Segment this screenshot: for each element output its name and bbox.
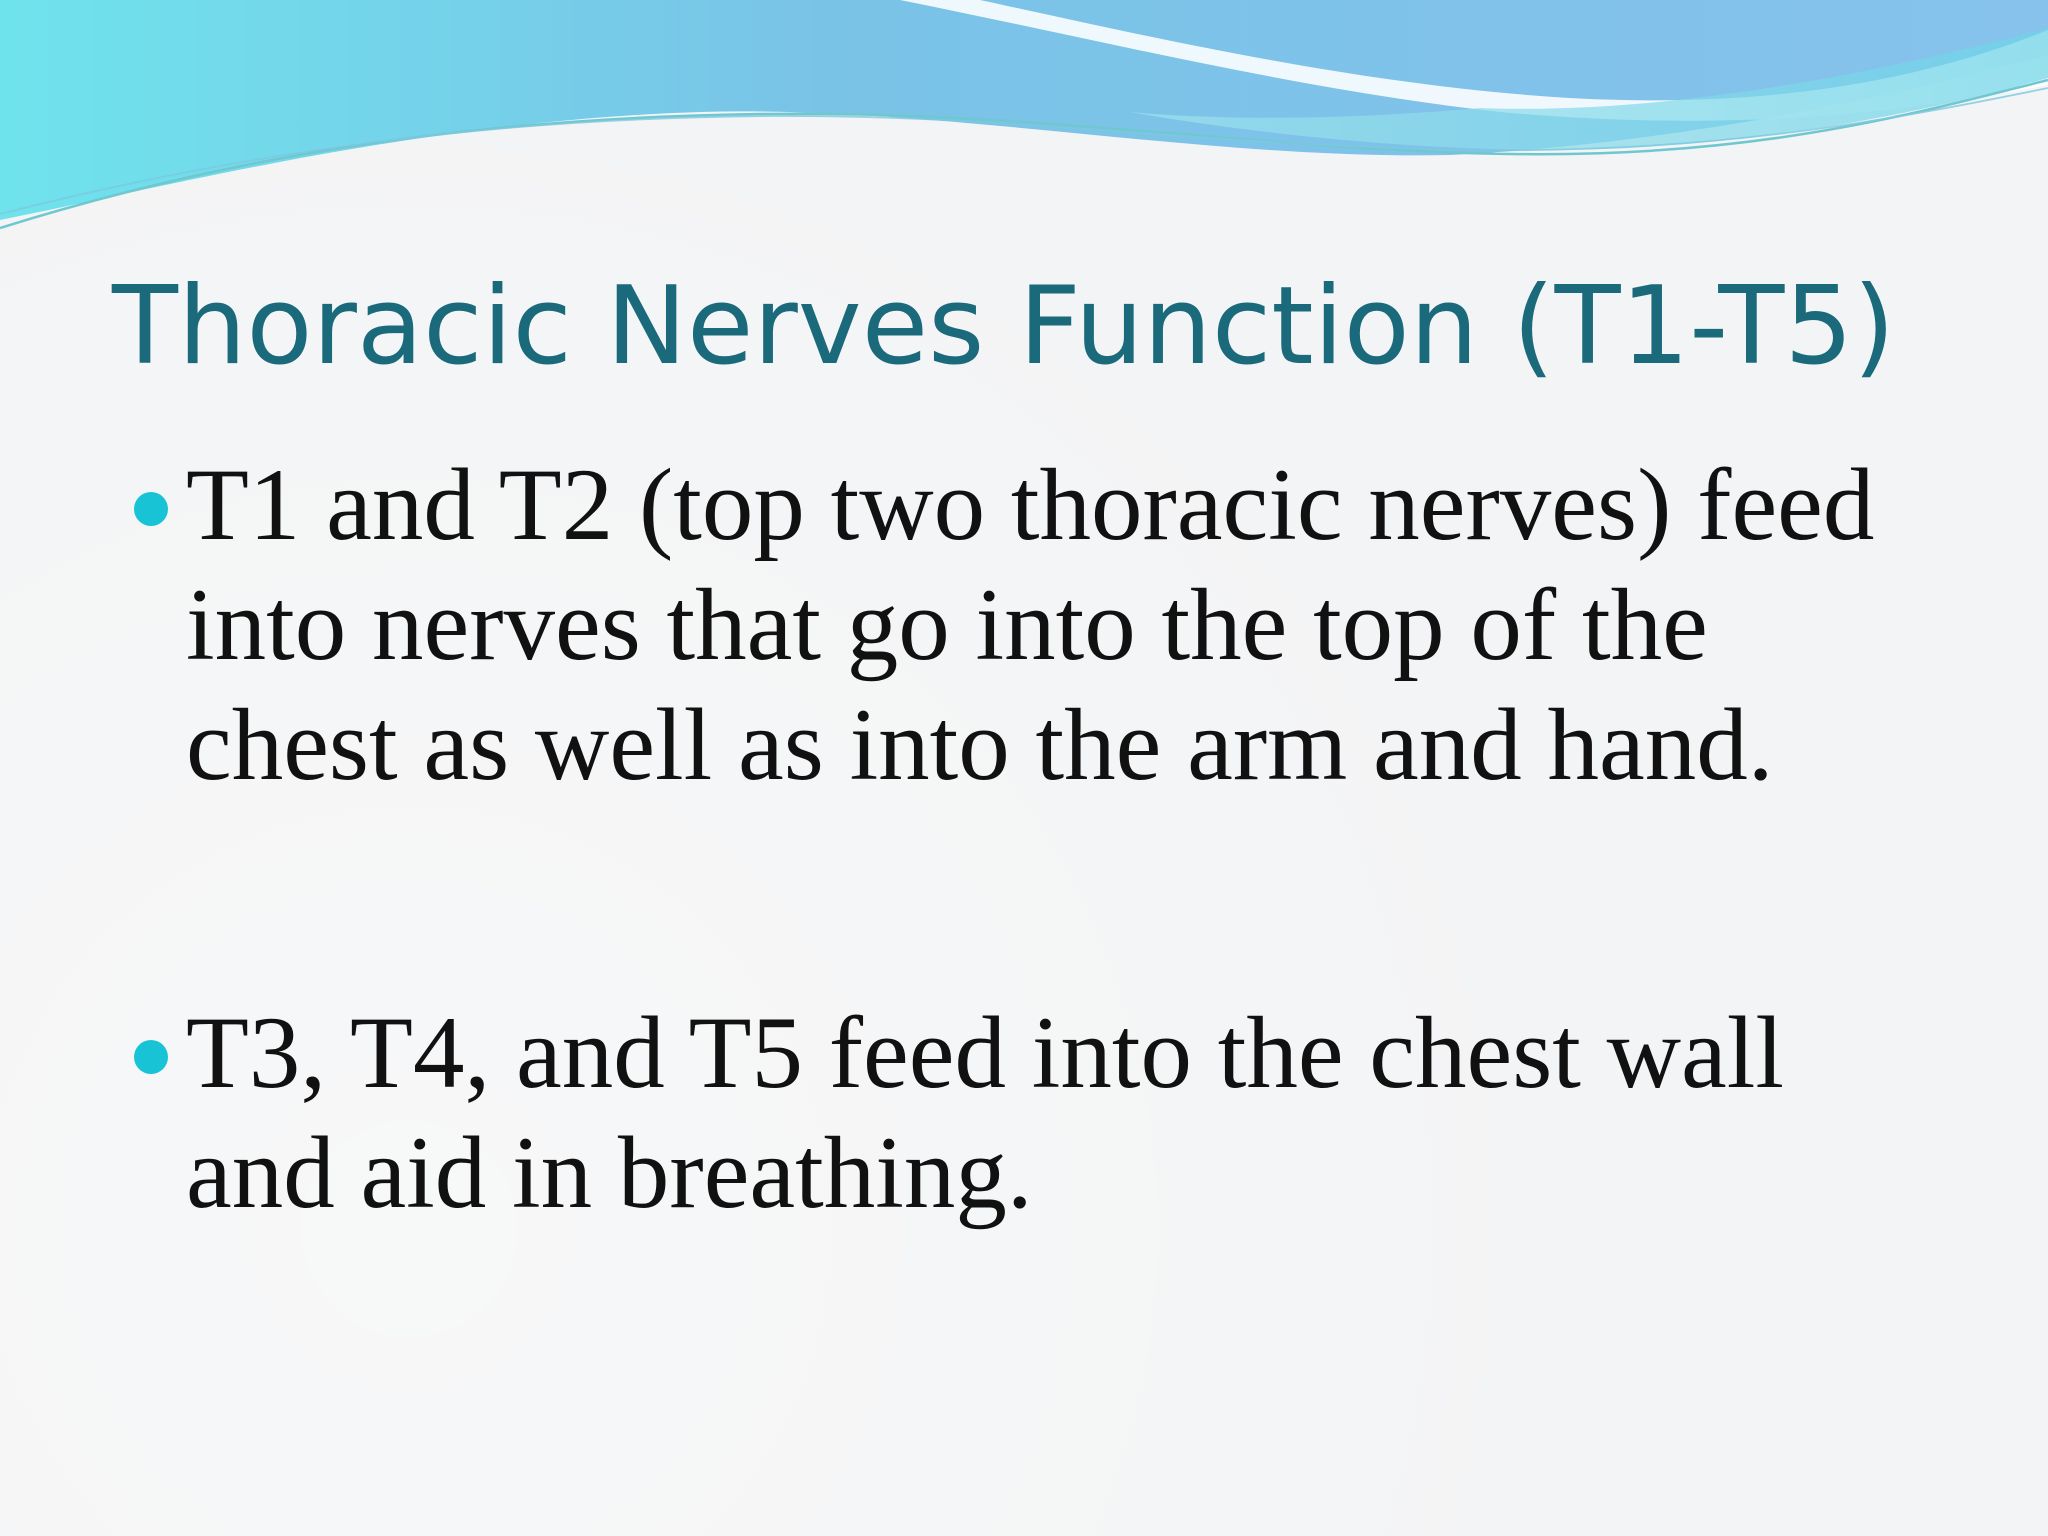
header-wave-decoration	[0, 0, 2048, 260]
bullet-text: T1 and T2 (top two thoracic nerves) feed into nerves that go into the top of the chest as well as into the arm and hand.	[186, 448, 1875, 802]
bullet-dot-icon	[134, 492, 168, 526]
bullet-item	[130, 993, 1930, 1233]
bullet-dot-icon	[134, 1040, 168, 1074]
bullet-text: T3, T4, and T5 feed into the chest wall and aid in breathing.	[186, 996, 1785, 1230]
bullet-list	[130, 445, 1930, 1233]
slide-title: Thoracic Nerves Function (T1-T5)	[112, 264, 1896, 389]
bullet-item	[130, 445, 1930, 805]
